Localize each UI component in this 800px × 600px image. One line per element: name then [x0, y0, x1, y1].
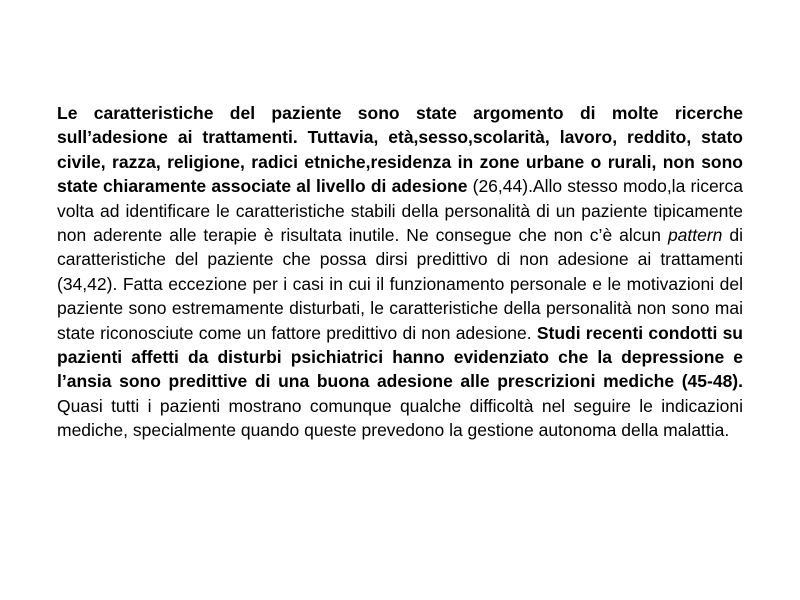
body-paragraph — [57, 101, 743, 443]
text-conclusion: Quasi tutti i pazienti mostrano comunque qualche difficoltà nel seguire le indicazioni mediche, specialmente quando queste prevedono la gestione autonoma della malattia. — [57, 395, 743, 441]
bold-text-patient-characteristics: Le caratteristiche del paziente sono state argomento di molte ricerche sull’adesione ai trattamenti. Tuttavia, età,sesso,scolarità, lavoro, reddito, stato civile, razza, religione, radici etniche,residenza in zone urbane o rurali, non sono state chiaramente associate al livello di adesione — [57, 103, 743, 197]
text-personality-research: (26,44).Allo stesso modo,la ricerca volta ad identificare le caratteristiche stabili della personalità di un paziente tipicamente non aderente alle terapie è risultata inutile. Ne consegue che non c’è alcun — [57, 176, 743, 246]
bold-text-recent-studies: Studi recenti condotti su pazienti affetti da disturbi psichiatrici hanno evidenziato che la depressione e l’ansia sono predittive di una buona adesione alle prescrizioni mediche (45-48). — [57, 322, 744, 392]
italic-text-pattern: pattern — [667, 225, 723, 246]
text-exceptions: di caratteristiche del paziente che possa dirsi predittivo di non adesione ai trattamenti (34,42). Fatta eccezione per i casi in cui il funzionamento personale e le motivazioni del paziente sono estremamente disturbati, le caratteristiche della personalità non sono mai state riconosciute come un fattore predittivo di non adesione. — [57, 225, 743, 343]
